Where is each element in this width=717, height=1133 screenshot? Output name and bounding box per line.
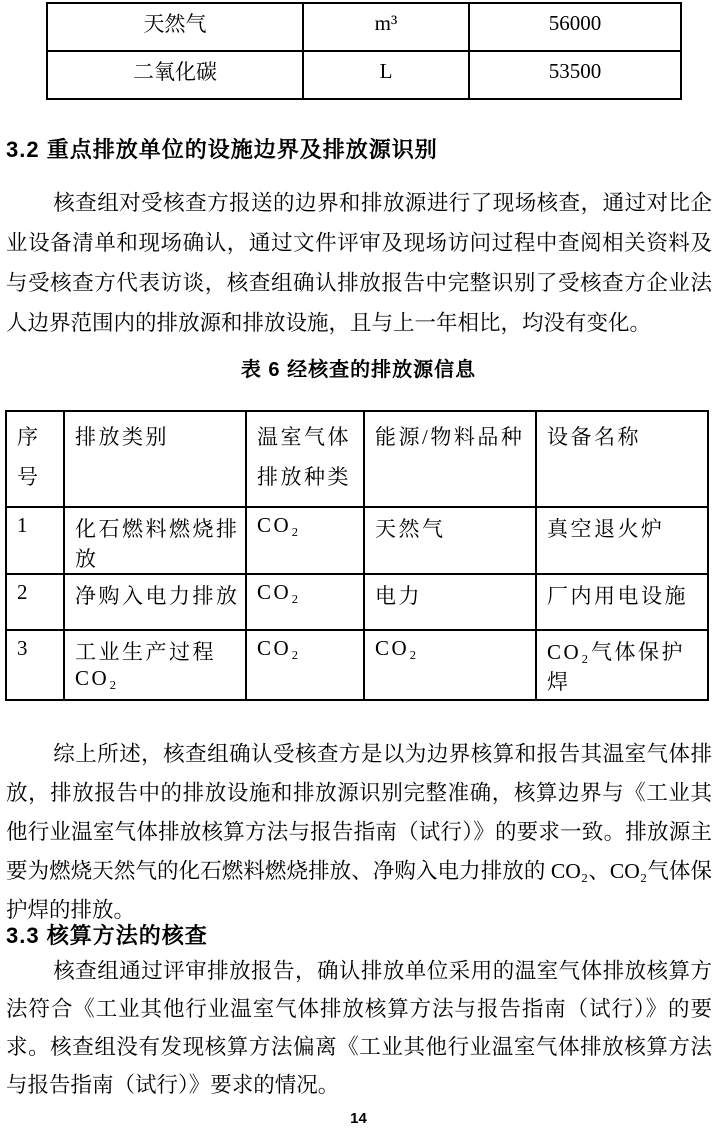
table-cell: 工业生产过程 CO₂ <box>64 630 246 700</box>
table-cell: 化石燃料燃烧排放 <box>64 507 246 574</box>
table-row <box>6 574 708 630</box>
table-row <box>47 51 681 99</box>
table-cell: CO₂ <box>364 630 536 700</box>
column-header: 序号 <box>6 411 64 507</box>
table-row <box>47 3 681 51</box>
table-cell: 56000 <box>469 3 681 51</box>
table-cell: CO₂ <box>246 574 364 630</box>
summary-paragraph: 综上所述，核查组确认受核查方是以为边界核算和报告其温室气体排放，排放报告中的排放设施和排放源识别完整准确，核算边界与《工业其他行业温室气体排放核算方法与报告指南（试行）》的要求一致。排放源主要为燃烧天然气的化石燃料燃烧排放、净购入电力排放的 CO₂、CO₂气体保护焊的排放。 <box>6 742 712 922</box>
table6-caption: 表 6 经核查的排放源信息 <box>240 359 477 381</box>
table-cell: m³ <box>303 3 469 51</box>
table-cell: CO₂ <box>246 507 364 574</box>
table-cell: L <box>303 51 469 99</box>
emission-sources-table <box>5 410 709 701</box>
column-header: 设备名称 <box>536 411 708 507</box>
section-heading-3-2: 3.2 重点排放单位的设施边界及排放源识别 <box>6 137 438 162</box>
column-header: 能源/物料品种 <box>364 411 536 507</box>
table-cell: CO₂气体保护焊 <box>536 630 708 700</box>
table-cell: 二氧化碳 <box>47 51 303 99</box>
page-number: 14 <box>350 1110 367 1127</box>
table-row <box>6 507 708 574</box>
table-cell: 真空退火炉 <box>536 507 708 574</box>
consumption-table <box>46 2 682 100</box>
table-row <box>6 630 708 700</box>
table-cell: 53500 <box>469 51 681 99</box>
table-cell: 净购入电力排放 <box>64 574 246 630</box>
table-cell: CO₂ <box>246 630 364 700</box>
table-cell: 天然气 <box>364 507 536 574</box>
table-cell: 1 <box>6 507 64 574</box>
section-3-3-paragraph: 核查组通过评审排放报告，确认排放单位采用的温室气体排放核算方法符合《工业其他行业温室气体排放核算方法与报告指南（试行）》的要求。核查组没有发现核算方法偏离《工业其他行业温室气体排放核算方法与报告指南（试行）》要求的情况。 <box>6 959 712 1097</box>
table-cell: 2 <box>6 574 64 630</box>
column-header: 温室气体排放种类 <box>246 411 364 507</box>
section-heading-3-3: 3.3 核算方法的核查 <box>6 923 208 948</box>
table-cell: 厂内用电设施 <box>536 574 708 630</box>
table-cell: 电力 <box>364 574 536 630</box>
table-header-row <box>6 411 708 507</box>
table-cell: 3 <box>6 630 64 700</box>
section-3-2-paragraph: 核查组对受核查方报送的边界和排放源进行了现场核查，通过对比企业设备清单和现场确认，通过文件评审及现场访问过程中查阅相关资料及与受核查方代表访谈，核查组确认排放报告中完整识别了受核查方企业法人边界范围内的排放源和排放设施，且与上一年相比，均没有变化。 <box>6 191 712 335</box>
column-header: 排放类别 <box>64 411 246 507</box>
table-cell: 天然气 <box>47 3 303 51</box>
